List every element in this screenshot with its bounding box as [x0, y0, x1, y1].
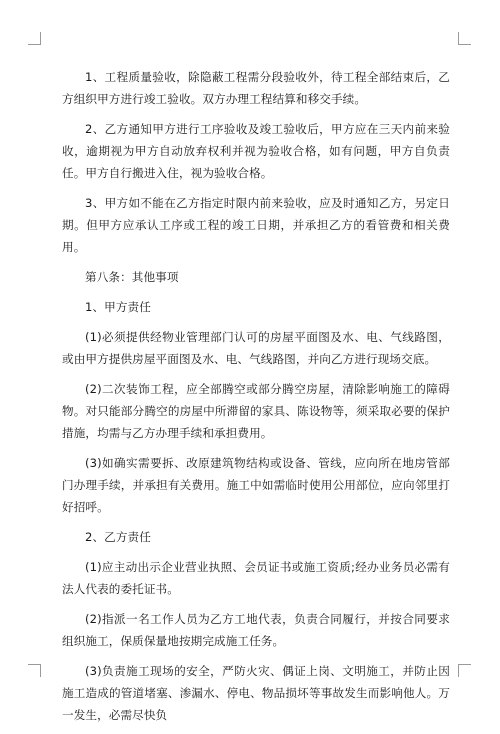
document-body — [62, 66, 450, 734]
paragraph-acceptance-1: 1、工程质量验收，除隐蔽工程需分段验收外，待工程全部结束后，乙方组织甲方进行竣工验收。双方办理工程结算和移交手续。 — [62, 70, 450, 106]
party-a-item-3: (3)如确实需要拆、改原建筑物结构或设备、管线，应向所在地房管部门办理手续，并承担有关费用。施工中如需临时使用公用部位，应向邻里打好招呼。 — [62, 456, 450, 514]
section-heading-party-b: 2、乙方责任 — [85, 530, 151, 544]
section-heading-party-a: 1、甲方责任 — [85, 300, 151, 314]
party-b-item-3: (3)负责施工现场的安全，严防火灾、偶证上岗、文明施工，并防止因施工造成的管道堵塞、渗漏水、停电、物品损坏等事故发生而影响他人。万一发生，必需尽快负 — [62, 664, 450, 722]
party-a-item-1: (1)必须提供经物业管理部门认可的房屋平面图及水、电、气线路图，或由甲方提供房屋平面图及水、电、气线路图，并向乙方进行现场交底。 — [62, 330, 450, 366]
party-b-item-2: (2)指派一名工作人员为乙方工地代表，负责合同履行，并按合同要求组织施工，保质保量地按期完成施工任务。 — [62, 612, 450, 648]
crop-mark-bottom-left — [28, 664, 41, 677]
crop-mark-top-right — [458, 32, 471, 45]
party-b-item-1: (1)应主动出示企业营业执照、会员证书或施工资质;经办业务员必需有法人代表的委托证书。 — [62, 560, 450, 596]
crop-mark-bottom-right — [458, 664, 471, 677]
article-heading: 第八条：其他事项 — [85, 270, 179, 284]
paragraph-acceptance-3: 3、甲方如不能在乙方指定时限内前来验收，应及时通知乙方，另定日期。但甲方应承认工序或工程的竣工日期，并承担乙方的看管费和相关费用。 — [62, 196, 450, 254]
crop-mark-top-left — [28, 32, 41, 45]
paragraph-acceptance-2: 2、乙方通知甲方进行工序验收及竣工验收后，甲方应在三天内前来验收，逾期视为甲方自动放弃权利并视为验收合格，如有问题，甲方自负责任。甲方自行搬进入住，视为验收合格。 — [62, 122, 450, 180]
party-a-item-2: (2)二次装饰工程，应全部腾空或部分腾空房屋，清除影响施工的障碍物。对只能部分腾空的房屋中所滞留的家具、陈设物等，须采取必要的保护措施，均需与乙方办理手续和承担费用。 — [62, 382, 450, 440]
